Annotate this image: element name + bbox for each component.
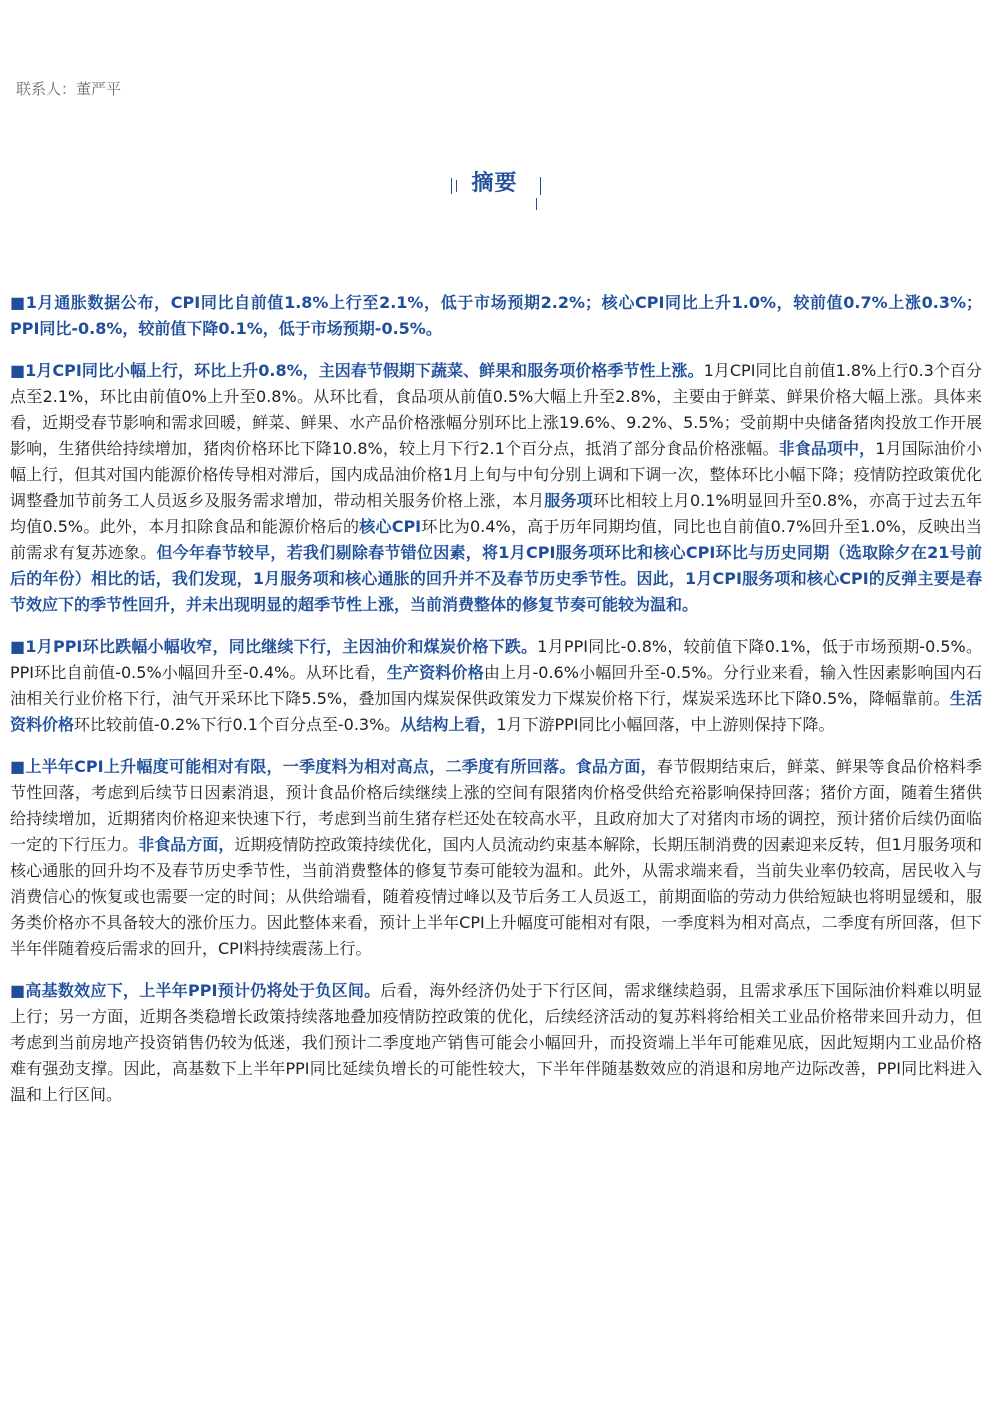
title-decoration-bar xyxy=(456,180,457,192)
paragraph-heading: ■1月PPI环比跌幅小幅收窄，同比继续下行，主因油价和煤炭价格下跌。 xyxy=(10,637,538,656)
paragraph-text: 由上月-0.6%小幅回升至-0.5%。分行业来看，输入性因素影响国内石油相关行业价格下行，油气开采环比下降5.5%，叠加国内煤炭保供政策发力下煤炭价格下行，煤炭采选环比下降0.5%，降幅靠前。 xyxy=(10,663,982,708)
paragraph-text: 1月PPI同比-0.8%，较前值下降0.1%，低于市场预期-0.5%。PPI环比自前值-0.5%小幅回升至-0.4%。从环比看， xyxy=(10,637,982,682)
paragraph-text: 环比为0.4%，高于历年同期均值，同比也自前值0.7%回升至1.0%，反映出当前需求有复苏迹象。 xyxy=(10,517,982,562)
summary-paragraph xyxy=(10,358,982,618)
emphasis-text: 生活资料价格 xyxy=(10,689,982,734)
title-decoration-bar xyxy=(540,177,541,195)
contact-person: 联系人：董严平 xyxy=(16,80,122,98)
emphasis-text: 核心CPI xyxy=(359,517,422,536)
paragraph-text: 1月CPI同比自前值1.8%上行0.3个百分点至2.1%，环比由前值0%上升至0.8%。从环比看，食品项从前值0.5%大幅上升至2.8%，主要由于鲜菜、鲜果价格大幅上涨。具体来看，近期受春节影响和需求回暖，鲜菜、鲜果、水产品价格涨幅分别环比上涨19.6%、9.2%、5.5%；受前期中央储备猪肉投放工作开展影响，生猪供给持续增加，猪肉价格环比下降10.8%，较上月下行2.1个百分点，抵消了部分食品价格涨幅。 xyxy=(10,361,982,458)
title-decoration-bar xyxy=(536,198,537,210)
emphasis-text: 非食品项中， xyxy=(778,439,876,458)
emphasis-text: 非食品方面， xyxy=(138,835,235,854)
section-title-area xyxy=(0,166,992,197)
summary-paragraph xyxy=(10,634,982,738)
paragraph-heading: ■1月CPI同比小幅上行，环比上升0.8%，主因春节假期下蔬菜、鲜果和服务项价格季节性上涨。 xyxy=(10,361,704,380)
paragraph-text: 1月国际油价小幅上行，但其对国内能源价格传导相对滞后，国内成品油价格1月上旬与中旬分别上调和下调一次，整体环比小幅下降；疫情防控政策优化调整叠加节前务工人员返乡及服务需求增加，带动相关服务价格上涨，本月 xyxy=(10,439,982,510)
paragraph-text: 环比较前值-0.2%下行0.1个百分点至-0.3%。 xyxy=(74,715,401,734)
emphasis-text: 服务项 xyxy=(544,491,593,510)
paragraph-text: 春节假期结束后，鲜菜、鲜果等食品价格料季节性回落，考虑到后续节日因素消退，预计食品价格后续继续上涨的空间有限猪肉价格受供给充裕影响保持回落；猪价方面，随着生猪供给持续增加，近期猪肉价格迎来快速下行，考虑到当前生猪存栏还处在较高水平，且政府加大了对猪肉市场的调控，预计猪价后续仍面临一定的下行压力。 xyxy=(10,757,982,854)
emphasis-text: 生产资料价格 xyxy=(386,663,484,682)
emphasis-text: 从结构上看， xyxy=(400,715,497,734)
summary-body xyxy=(10,290,982,1124)
paragraph-heading: ■1月通胀数据公布，CPI同比自前值1.8%上行至2.1%，低于市场预期2.2%；核心CPI同比上升1.0%，较前值0.7%上涨0.3%；PPI同比-0.8%，较前值下降0.1%，低于市场预期-0.5%。 xyxy=(10,293,982,338)
summary-paragraph xyxy=(10,978,982,1108)
paragraph-text: 1月下游PPI同比小幅回落，中上游则保持下降。 xyxy=(496,715,835,734)
section-title: 摘要 xyxy=(471,171,518,196)
emphasis-text: 但今年春节较早，若我们剔除春节错位因素，将1月CPI服务项环比和核心CPI环比与历史同期（选取除夕在21号前后的年份）相比的话，我们发现，1月服务项和核心通胀的回升并不及春节历史季节性。因此，1月CPI服务项和核心CPI的反弹主要是春节效应下的季节性回升，并未出现明显的超季节性上涨，当前消费整体的修复节奏可能较为温和。 xyxy=(10,543,982,614)
paragraph-text: 环比相较上月0.1%明显回升至0.8%，亦高于过去五年均值0.5%。此外，本月扣除食品和能源价格后的 xyxy=(10,491,982,536)
summary-paragraph xyxy=(10,754,982,962)
title-decoration-bar xyxy=(451,178,452,194)
summary-paragraph xyxy=(10,290,982,342)
paragraph-text: 后看，海外经济仍处于下行区间，需求继续趋弱，且需求承压下国际油价料难以明显上行；另一方面，近期各类稳增长政策持续落地叠加疫情防控政策的优化，后续经济活动的复苏料将给相关工业品价格带来回升动力，但考虑到当前房地产投资销售仍较为低迷，我们预计二季度地产销售可能会小幅回升，而投资端上半年可能难见底，因此短期内工业品价格难有强劲支撑。因此，高基数下上半年PPI同比延续负增长的可能性较大，下半年伴随基数效应的消退和房地产边际改善，PPI同比料进入温和上行区间。 xyxy=(10,981,982,1104)
paragraph-heading: ■上半年CPI上升幅度可能相对有限，一季度料为相对高点，二季度有所回落。食品方面， xyxy=(10,757,657,776)
paragraph-text: 近期疫情防控政策持续优化，国内人员流动约束基本解除，长期压制消费的因素迎来反转，但1月服务项和核心通胀的回升均不及春节历史季节性，当前消费整体的修复节奏可能较为温和。此外，从需求端来看，当前失业率仍较高，居民收入与消费信心的恢复或也需要一定的时间；从供给端看，随着疫情过峰以及节后务工人员返工，前期面临的劳动力供给短缺也将明显缓和，服务类价格亦不具备较大的涨价压力。因此整体来看，预计上半年CPI上升幅度可能相对有限，一季度料为相对高点，二季度有所回落，但下半年伴随着疫后需求的回升，CPI料持续震荡上行。 xyxy=(10,835,982,958)
paragraph-heading: ■高基数效应下，上半年PPI预计仍将处于负区间。 xyxy=(10,981,381,1000)
